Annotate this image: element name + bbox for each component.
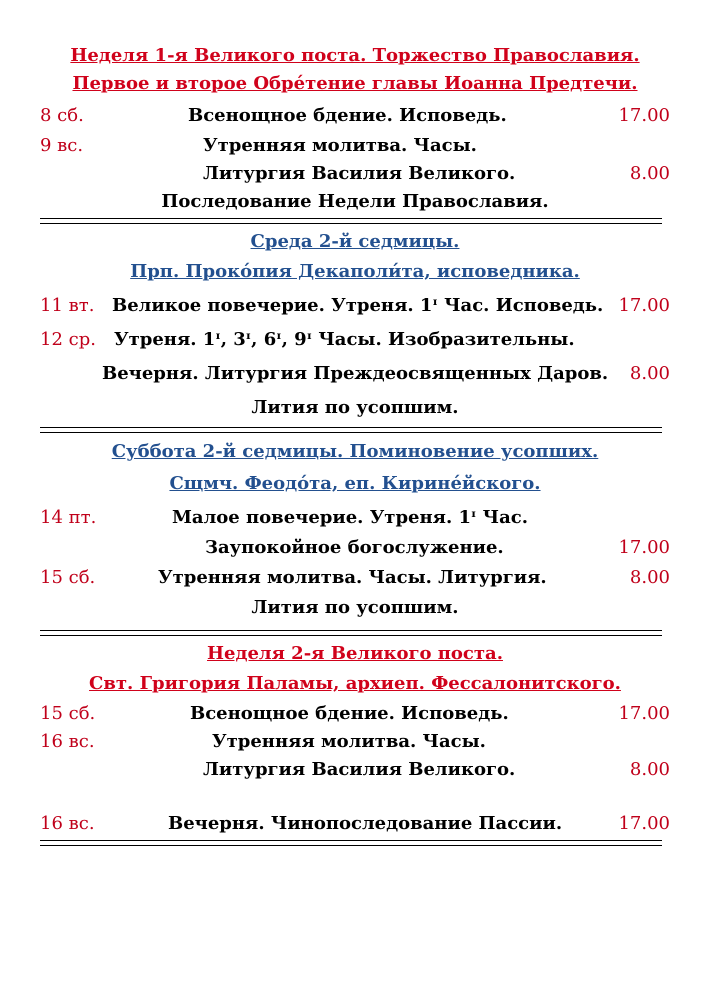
section-subtitle: Свт. Григория Паламы, архиеп. Фессалонитского. [89, 673, 621, 694]
service-text: Последование Недели Православия. [161, 191, 549, 212]
service-row [40, 504, 670, 532]
service-row [40, 188, 670, 216]
service-row [40, 810, 670, 838]
service-text: Великое повечерие. Утреня. 1ᶦ Час. Исповедь. [112, 295, 604, 316]
service-date: 8 сб. [40, 105, 84, 126]
service-time: 17.00 [618, 537, 670, 558]
service-time: 8.00 [629, 759, 670, 780]
service-text: Заупокойное богослужение. [205, 537, 504, 558]
service-text: Малое повечерие. Утреня. 1ᶦ Час. [172, 507, 529, 528]
service-text: Литургия Василия Великого. [203, 759, 516, 780]
section-subtitle: Прп. Проко́пия Декаполи́та, исповедника. [130, 261, 580, 282]
service-row [40, 700, 670, 728]
service-row [40, 564, 670, 592]
service-text: Всенощное бдение. Исповедь. [188, 105, 507, 126]
service-time: 17.00 [618, 295, 670, 316]
service-time: 8.00 [629, 363, 670, 384]
service-text: Вечерня. Чинопоследование Пассии. [168, 813, 563, 834]
section-title: Неделя 2-я Великого поста. [207, 643, 503, 664]
service-text: Утреня. 1ᶦ, 3ᶦ, 6ᶦ, 9ᶦ Часы. Изобразительны. [114, 329, 575, 350]
service-text: Вечерня. Литургия Преждеосвященных Даров. [102, 363, 609, 384]
service-row [40, 534, 670, 562]
service-row [40, 728, 670, 756]
service-row [40, 594, 670, 622]
service-text: Утренняя молитва. Часы. [212, 731, 486, 752]
service-text: Всенощное бдение. Исповедь. [190, 703, 509, 724]
service-date: 9 вс. [40, 135, 84, 156]
section-title: Суббота 2-й седмицы. Поминовение усопших. [111, 441, 599, 462]
service-date: 12 ср. [40, 329, 96, 350]
service-date: 16 вс. [40, 813, 95, 834]
service-text: Лития по усопшим. [251, 397, 459, 418]
service-time: 17.00 [618, 703, 670, 724]
service-date: 14 пт. [40, 507, 97, 528]
section-title: Среда 2-й седмицы. [250, 231, 460, 252]
section-subtitle: Сщмч. Феодо́та, еп. Кирине́йского. [169, 473, 541, 494]
section-title: Неделя 1-я Великого поста. Торжество Православия. [70, 45, 640, 66]
service-date: 15 сб. [40, 567, 96, 588]
service-row [40, 326, 670, 354]
service-row [40, 292, 670, 320]
section-subtitle: Первое и второе Обре́тение главы Иоанна Предтечи. [72, 73, 638, 94]
service-time: 17.00 [618, 105, 670, 126]
service-text: Литургия Василия Великого. [203, 163, 516, 184]
service-row [40, 756, 670, 784]
service-text: Утренняя молитва. Часы. [203, 135, 477, 156]
service-date: 11 вт. [40, 295, 95, 316]
service-row [40, 102, 670, 130]
separator [40, 630, 662, 636]
service-date: 16 вс. [40, 731, 95, 752]
service-row [40, 394, 670, 422]
separator [40, 840, 662, 846]
service-time: 8.00 [629, 567, 670, 588]
separator [40, 427, 662, 433]
service-date: 15 сб. [40, 703, 96, 724]
separator [40, 218, 662, 224]
service-time: 17.00 [618, 813, 670, 834]
service-time: 8.00 [629, 163, 670, 184]
service-row [40, 132, 670, 160]
service-text: Лития по усопшим. [251, 597, 459, 618]
service-row [40, 360, 670, 388]
service-text: Утренняя молитва. Часы. Литургия. [158, 567, 547, 588]
service-row [40, 160, 670, 188]
